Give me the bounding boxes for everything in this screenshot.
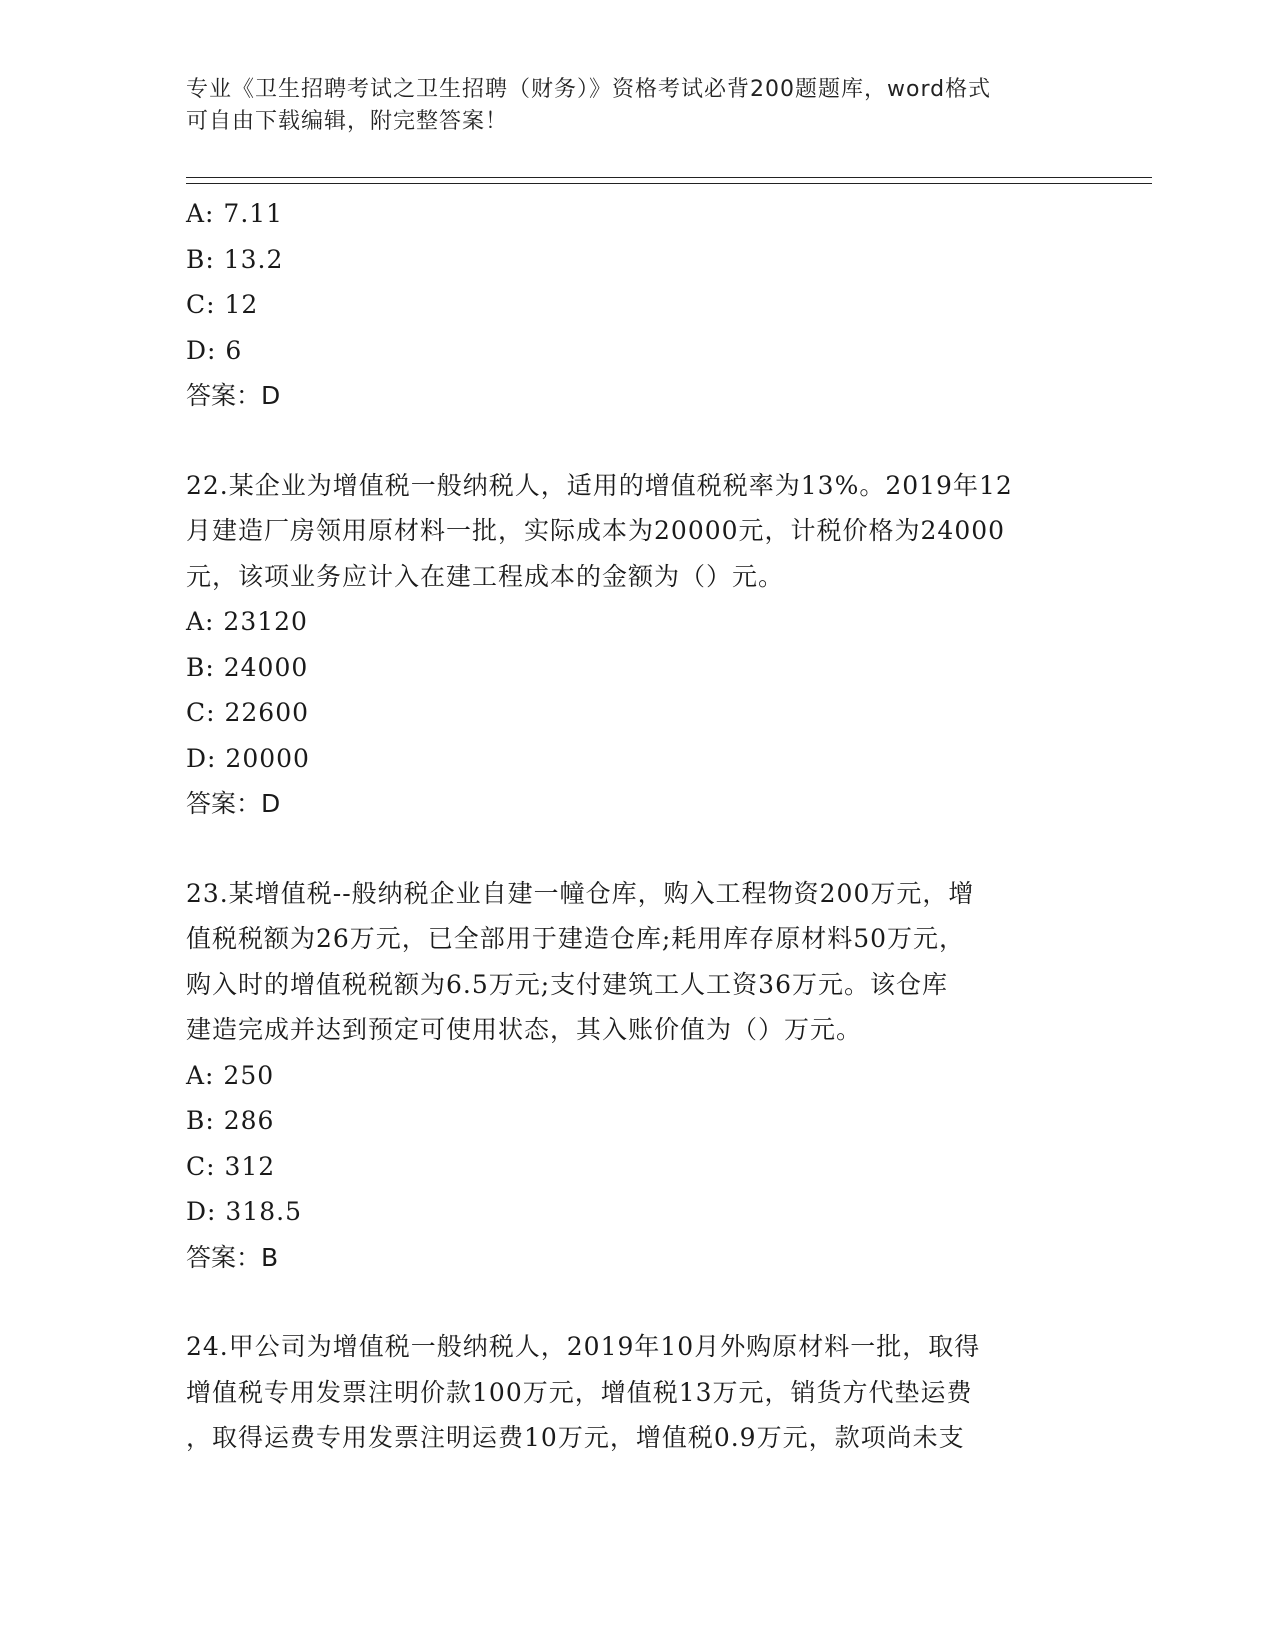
option-c: C: 12	[186, 290, 259, 319]
option-b: B: 286	[186, 1106, 275, 1135]
question-text-line: 值税税额为26万元，已全部用于建造仓库;耗用库存原材料50万元，	[186, 924, 966, 953]
answer: 答案：D	[186, 381, 281, 410]
header-line-2: 可自由下载编辑，附完整答案！	[186, 109, 509, 134]
question-text-line: 月建造厂房领用原材料一批，实际成本为20000元，计税价格为24000	[186, 516, 1006, 545]
question-text-line: 22.某企业为增值税一般纳税人，适用的增值税税率为13%。2019年12	[186, 470, 1013, 500]
question-text-line: 24.甲公司为增值税一般纳税人，2019年10月外购原材料一批，取得	[186, 1332, 981, 1361]
option-b: B: 24000	[186, 652, 309, 682]
option-d: D: 318.5	[186, 1197, 302, 1226]
option-c: C: 312	[186, 1151, 276, 1181]
question-22	[186, 463, 1086, 827]
option-a: A: 7.11	[186, 199, 284, 228]
answer: 答案：D	[186, 789, 281, 818]
question-21	[186, 191, 1086, 419]
question-24	[186, 1324, 1086, 1461]
header-divider-bottom	[186, 183, 1152, 184]
option-b: B: 13.2	[186, 244, 284, 274]
question-text-line: 增值税专用发票注明价款100万元，增值税13万元，销货方代垫运费	[186, 1377, 973, 1407]
document-body	[186, 191, 1086, 1461]
option-d: D: 6	[186, 335, 243, 365]
answer: 答案：B	[186, 1242, 279, 1272]
option-d: D: 20000	[186, 743, 310, 773]
header-line-1: 专业《卫生招聘考试之卫生招聘（财务）》资格考试必背200题题库，word格式	[186, 77, 992, 102]
question-text-line: 元，该项业务应计入在建工程成本的金额为（）元。	[186, 561, 785, 591]
question-text-line: 购入时的增值税税额为6.5万元;支付建筑工人工资36万元。该仓库	[186, 969, 948, 999]
question-text-line: ，取得运费专用发票注明运费10万元，增值税0.9万元，款项尚未支	[186, 1423, 965, 1452]
option-c: C: 22600	[186, 698, 310, 727]
question-text-line: 23.某增值税--般纳税企业自建一幢仓库，购入工程物资200万元，增	[186, 878, 975, 908]
document-header	[186, 74, 1086, 138]
question-23	[186, 871, 1086, 1281]
header-divider-top	[186, 177, 1152, 178]
question-text-line: 建造完成并达到预定可使用状态，其入账价值为（）万元。	[186, 1015, 863, 1044]
option-a: A: 250	[186, 1060, 275, 1090]
option-a: A: 23120	[186, 607, 308, 636]
